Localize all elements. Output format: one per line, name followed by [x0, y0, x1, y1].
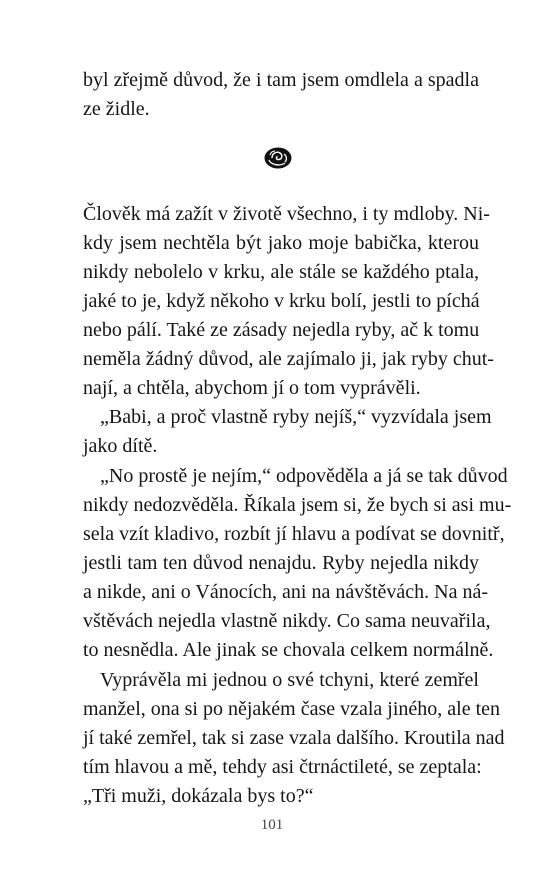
text-line: tím hlavou a mě, tehdy asi čtrnáctileté, se zeptala: [83, 756, 482, 778]
text-line: nají, a chtěla, abychom jí o tom vyprávěli. [83, 377, 421, 399]
text-line: „Tři muži, dokázala bys to?“ [83, 785, 314, 807]
text-line: nikdy nebolelo v krku, ale stále se každého ptala, [83, 261, 479, 283]
page-number: 101 [260, 817, 284, 833]
rose-icon [263, 146, 293, 170]
text-line: „Babi, a proč vlastně ryby nejíš,“ vyzvídala jsem [100, 406, 492, 428]
text-line: byl zřejmě důvod, že i tam jsem omdlela a spadla [83, 69, 479, 91]
text-line: manžel, ona si po nějakém čase vzala jiného, ale ten [83, 698, 501, 720]
text-line: to nesnědla. Ale jinak se chovala celkem normálně. [83, 639, 494, 661]
text-line: nebo pálí. Také ze zásady nejedla ryby, ač k tomu [83, 319, 480, 341]
text-line: vštěvách nejedla vlastně nikdy. Co sama neuvařila, [83, 610, 491, 632]
text-line: jestli tam ten důvod nenajdu. Ryby nejedla nikdy [83, 552, 479, 574]
text-line: neměla žádný důvod, ale zajímalo ji, jak ryby chut- [83, 348, 494, 370]
text-line: sela vzít kladivo, rozbít jí hlavu a podívat se dovnitř, [83, 523, 505, 545]
text-line: jí také zemřel, tak si zase vzala dalšího. Kroutila nad [83, 727, 505, 749]
text-line: jaké to je, když někoho v krku bolí, jestli to píchá [83, 290, 480, 312]
text-line: ze židle. [83, 98, 150, 120]
text-line: a nikde, ani o Vánocích, ani na návštěvách. Na ná- [83, 581, 489, 603]
text-line: kdy jsem nechtěla být jako moje babička, kterou [83, 232, 479, 254]
text-line: Člověk má zažít v životě všechno, i ty mdloby. Ni- [83, 203, 490, 225]
text-line: nikdy nedozvěděla. Říkala jsem si, že bych si asi mu- [83, 494, 512, 516]
text-line: Vyprávěla mi jednou o své tchyni, které zemřel [100, 669, 479, 691]
text-line: jako dítě. [83, 435, 158, 457]
text-line: „No prostě je nejím,“ odpověděla a já se tak důvod [100, 465, 508, 487]
